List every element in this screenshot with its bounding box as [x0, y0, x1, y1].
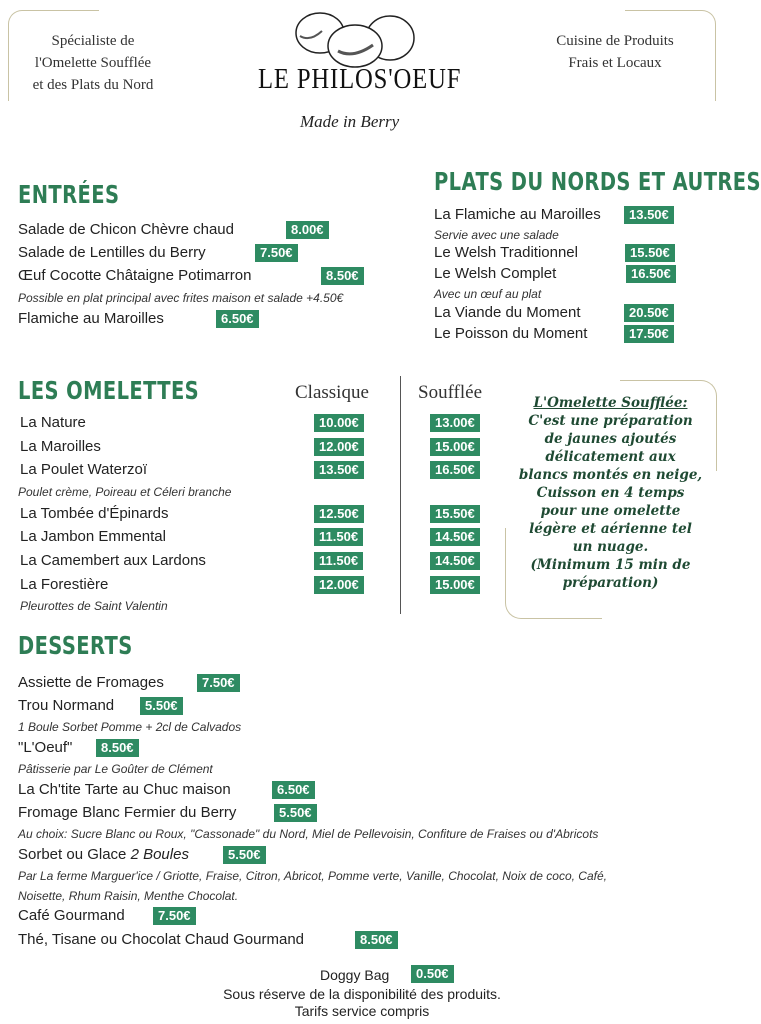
price-badge: 10.00€ [314, 414, 364, 432]
price-badge: 0.50€ [411, 965, 454, 983]
menu-item: Le Poisson du Moment [434, 325, 588, 342]
item-note: Poulet crème, Poireau et Céleri branche [18, 485, 232, 499]
doggy-bag-label: Doggy Bag [320, 967, 390, 983]
price-badge: 12.50€ [314, 505, 364, 523]
column-header-classique: Classique [295, 382, 369, 403]
item-note: Servie avec une salade [434, 228, 559, 242]
price-badge: 15.50€ [430, 505, 480, 523]
price-badge: 7.50€ [255, 244, 298, 262]
price-badge: 20.50€ [624, 304, 674, 322]
left-tagline: Spécialiste de l'Omelette Soufflée et des Plats du Nord [32, 33, 154, 93]
price-badge: 15.50€ [625, 244, 675, 262]
menu-item: Café Gourmand [18, 907, 125, 924]
menu-item: Le Welsh Traditionnel [434, 244, 578, 261]
menu-item: "L'Oeuf" [18, 739, 73, 756]
menu-item: Œuf Cocotte Châtaigne Potimarron [18, 267, 252, 284]
soufflee-info-box: L'Omelette Soufflée: C'est une préparation de jaunes ajoutés délicatement aux blancs montés en neige, Cuisson en 4 temps pour une omelette légère et aérienne tel un nuage. (Minimum 15 min de préparation) [508, 394, 713, 592]
menu-item: Thé, Tisane ou Chocolat Chaud Gourmand [18, 931, 305, 948]
section-title-omelettes: LES OMELETTES [18, 376, 200, 405]
info-title: L'Omelette Soufflée: [533, 395, 688, 411]
menu-item: La Poulet Waterzoï [20, 461, 148, 478]
eggs-logo-icon [290, 6, 440, 68]
price-badge: 8.50€ [321, 267, 364, 285]
price-badge: 16.50€ [626, 265, 676, 283]
item-note: Noisette, Rhum Raisin, Menthe Chocolat. [18, 889, 239, 903]
price-badge: 11.50€ [314, 552, 363, 570]
column-header-soufflee: Soufflée [418, 382, 483, 403]
item-note: Pâtisserie par Le Goûter de Clément [18, 762, 213, 776]
menu-item: La Camembert aux Lardons [20, 552, 206, 569]
menu-item: Flamiche au Maroilles [18, 310, 164, 327]
menu-item: La Tombée d'Épinards [20, 505, 169, 522]
subtitle: Made in Berry [300, 112, 400, 131]
menu-item: Trou Normand [18, 697, 115, 714]
price-badge: 11.50€ [314, 528, 363, 546]
menu-item: La Ch'tite Tarte au Chuc maison [18, 781, 231, 798]
item-note: Pleurottes de Saint Valentin [20, 599, 168, 613]
price-badge: 7.50€ [197, 674, 240, 692]
logo-text: LE PHILOS'OEUF [258, 63, 462, 95]
menu-item: La Flamiche au Maroilles [434, 206, 601, 223]
price-badge: 5.50€ [140, 697, 183, 715]
footer-disclaimer: Sous réserve de la disponibilité des produits. [223, 986, 501, 1002]
item-note: Par La ferme Marguer'ice / Griotte, Fraise, Citron, Abricot, Pomme verte, Vanille, Chocolat, Noix de coco, Café, [18, 869, 607, 883]
price-badge: 5.50€ [274, 804, 317, 822]
right-tagline: Cuisine de Produits Frais et Locaux [556, 33, 674, 71]
menu-item: Salade de Lentilles du Berry [18, 244, 206, 261]
menu-item: Fromage Blanc Fermier du Berry [18, 804, 237, 821]
item-note: Au choix: Sucre Blanc ou Roux, "Cassonade" du Nord, Miel de Pellevoisin, Confiture de Fraises ou d'Abricots [18, 827, 599, 841]
price-badge: 6.50€ [272, 781, 315, 799]
price-badge: 13.00€ [430, 414, 480, 432]
menu-item: Salade de Chicon Chèvre chaud [18, 221, 234, 238]
section-title-entrees: ENTRÉES [18, 180, 120, 209]
price-badge: 12.00€ [314, 576, 364, 594]
menu-item: La Maroilles [20, 438, 101, 455]
price-badge: 7.50€ [153, 907, 196, 925]
price-badge: 12.00€ [314, 438, 364, 456]
price-badge: 16.50€ [430, 461, 480, 479]
price-badge: 13.50€ [314, 461, 364, 479]
menu-item: Sorbet ou Glace 2 Boules [18, 846, 189, 863]
price-badge: 15.00€ [430, 576, 480, 594]
price-badge: 5.50€ [223, 846, 266, 864]
section-title-plats: PLATS DU NORDS ET AUTRES [434, 167, 761, 196]
item-note: Possible en plat principal avec frites maison et salade +4.50€ [18, 291, 344, 305]
menu-item: La Nature [20, 414, 86, 431]
menu-item: La Viande du Moment [434, 304, 581, 321]
price-badge: 6.50€ [216, 310, 259, 328]
price-badge: 13.50€ [624, 206, 674, 224]
menu-item: La Jambon Emmental [20, 528, 166, 545]
footer-service: Tarifs service compris [294, 1003, 430, 1019]
item-note: Avec un œuf au plat [434, 287, 542, 301]
price-badge: 8.50€ [96, 739, 139, 757]
item-note: 1 Boule Sorbet Pomme + 2cl de Calvados [18, 720, 242, 734]
price-badge: 8.50€ [355, 931, 398, 949]
price-badge: 14.50€ [430, 552, 480, 570]
price-badge: 8.00€ [286, 221, 329, 239]
price-badge: 17.50€ [624, 325, 674, 343]
price-badge: 14.50€ [430, 528, 480, 546]
column-divider [400, 376, 401, 614]
menu-item: Le Welsh Complet [434, 265, 557, 282]
menu-item: La Forestière [20, 576, 109, 593]
price-badge: 15.00€ [430, 438, 480, 456]
menu-item: Assiette de Fromages [18, 674, 164, 691]
section-title-desserts: DESSERTS [18, 631, 133, 660]
